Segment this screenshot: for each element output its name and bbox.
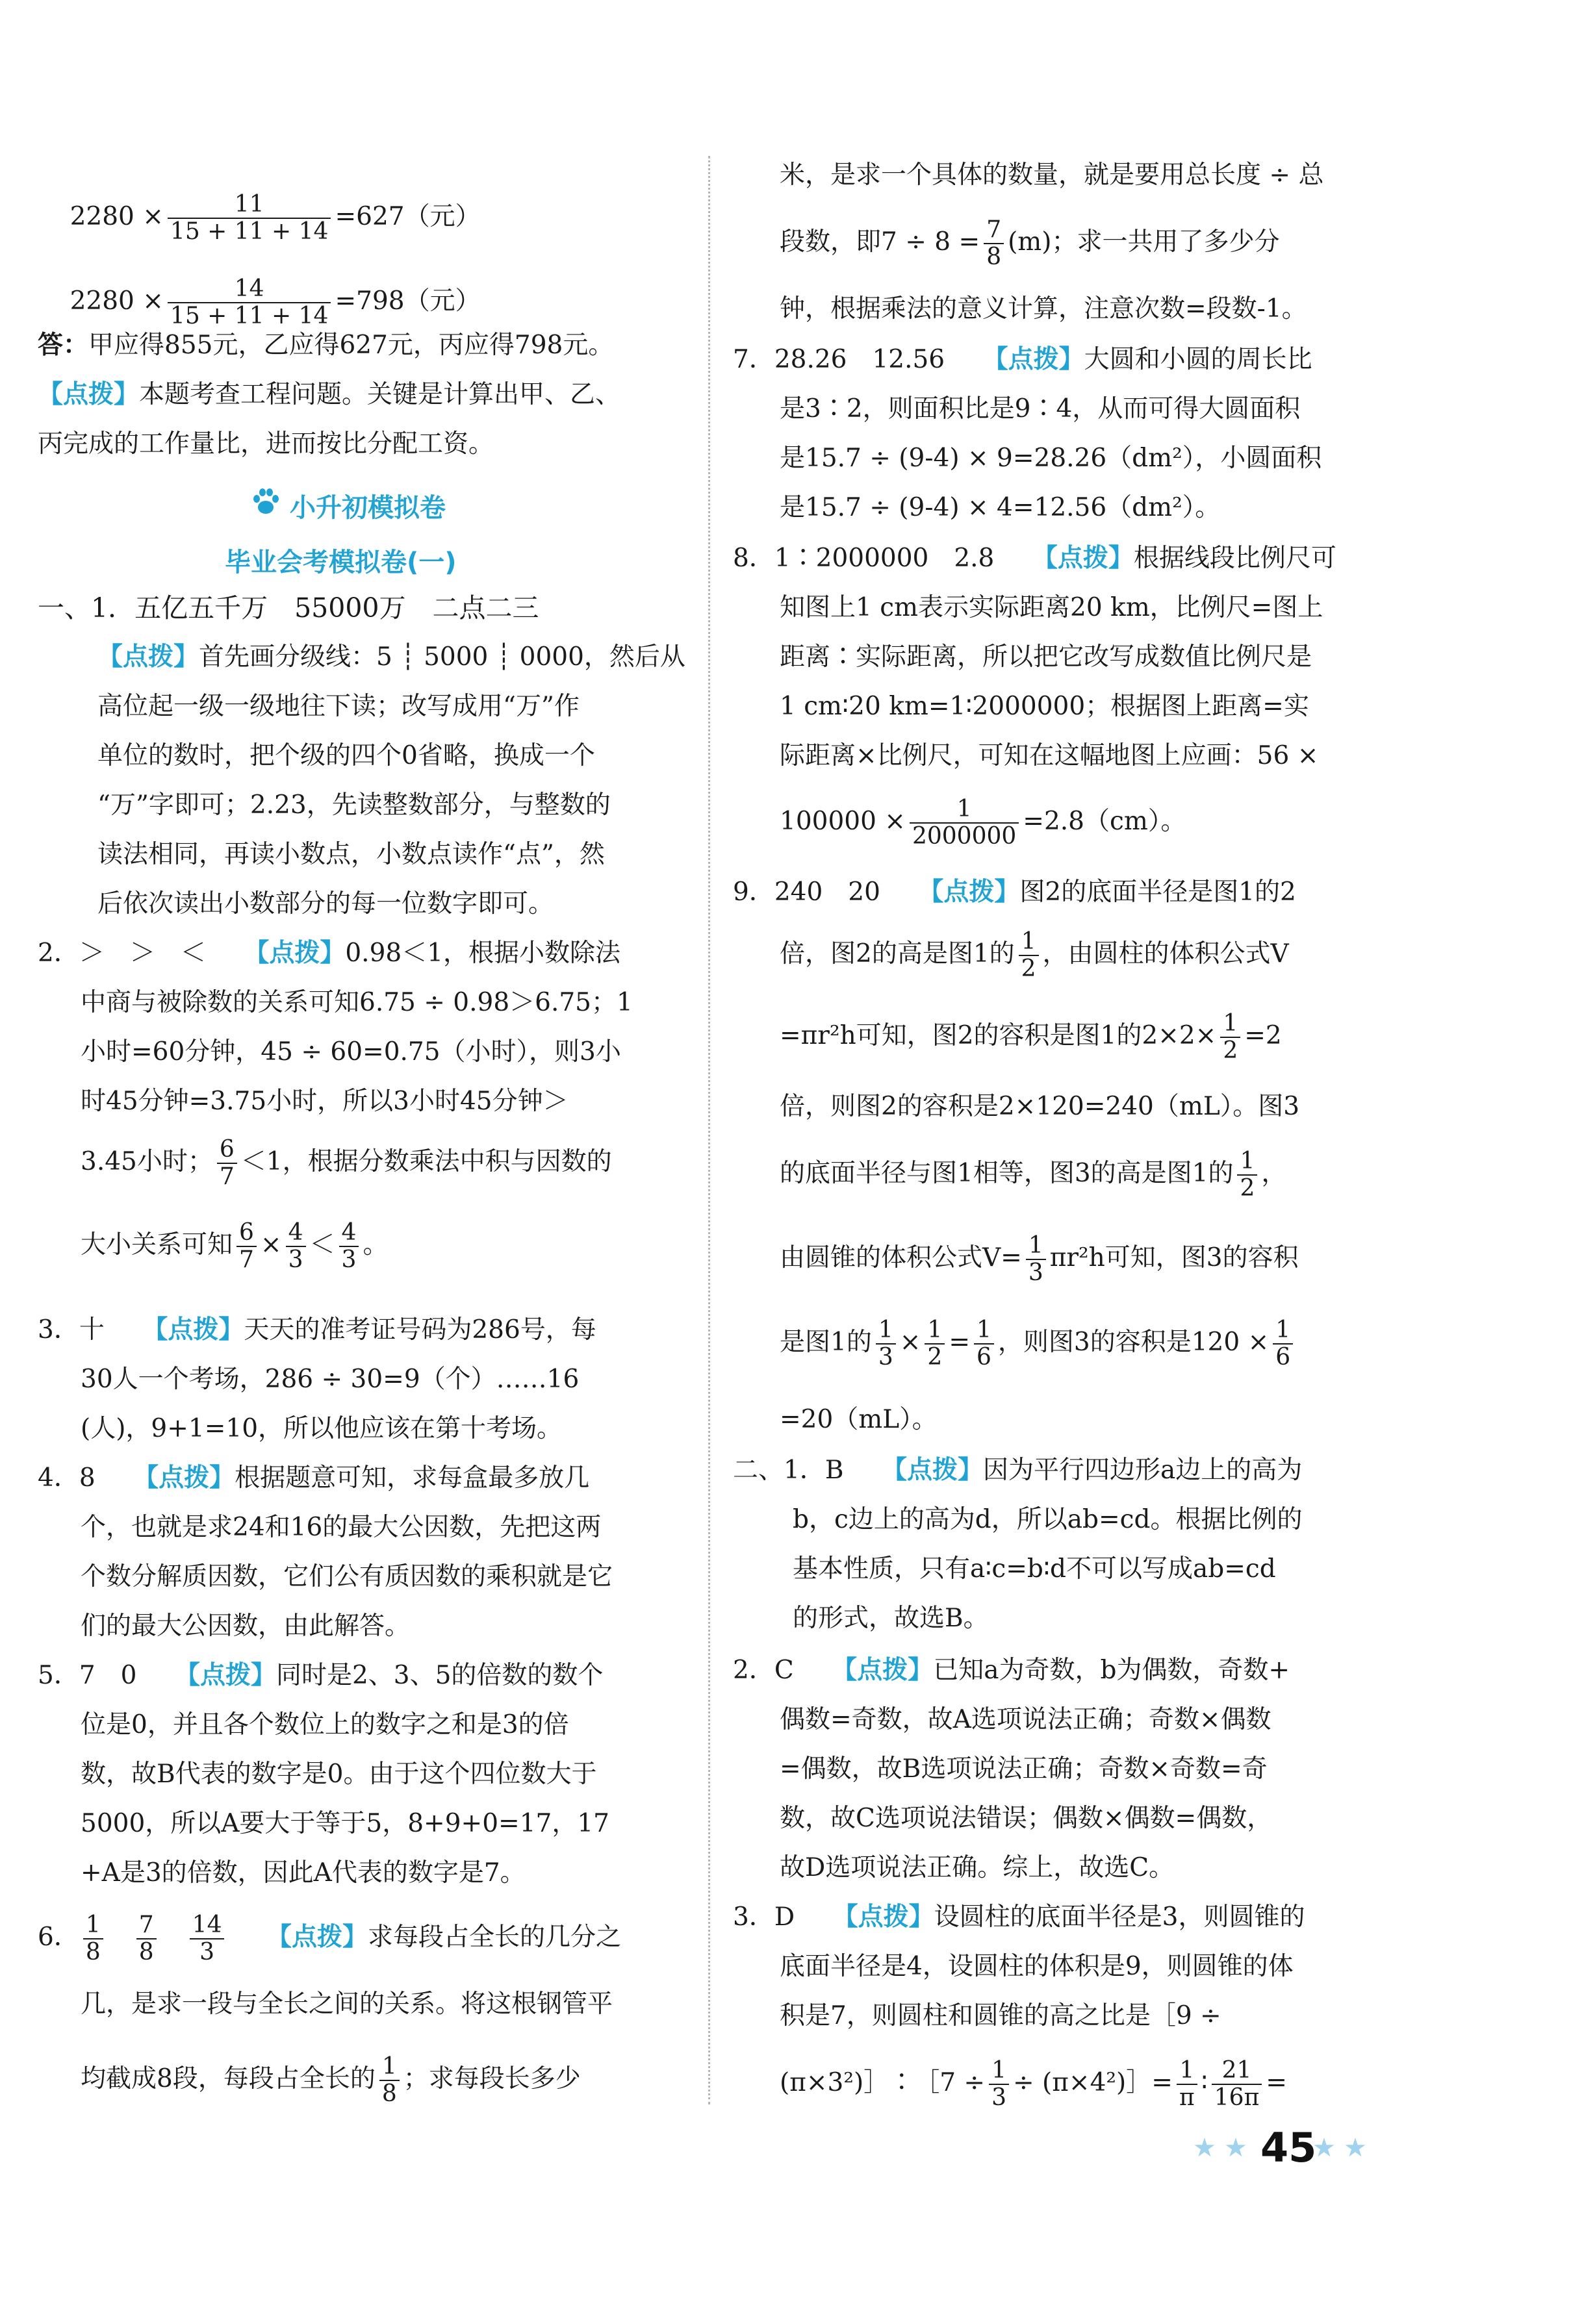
operator: ＜ <box>309 1230 335 1259</box>
fraction-numerator: 1 <box>910 798 1019 824</box>
part2-q2-answer: 2．C <box>733 1656 794 1685</box>
fraction-denominator: 7 <box>219 1163 235 1190</box>
fraction-denominator: 2000000 <box>912 823 1017 850</box>
fraction-numerator: 14 <box>168 277 331 303</box>
tip-text: 积是7，则圆柱和圆锥的高之比是［9 ÷ <box>780 2001 1221 2030</box>
fraction-denominator: 2 <box>1021 955 1036 982</box>
tip-text: =πr²h可知，图2的容积是图1的2×2× <box>780 1021 1217 1050</box>
fraction <box>339 1221 359 1272</box>
tip-text: 偶数=奇数，故A选项说法正确；奇数×偶数 <box>780 1705 1271 1734</box>
fraction <box>136 1914 157 1964</box>
tip-text: 个数分解质因数，它们公有质因数的乘积就是它 <box>81 1562 613 1591</box>
q9-line6 <box>780 1234 1299 1285</box>
tip-text: 大小关系可知 <box>81 1230 233 1259</box>
tip-text: 0.98＜1，根据小数除法 <box>345 939 621 968</box>
tip-text: 100000 × <box>780 807 906 836</box>
fraction-denominator: 3 <box>288 1246 303 1273</box>
tip-label: 【点拨】 <box>844 1656 934 1685</box>
q9-line2 <box>780 930 1289 981</box>
fraction <box>236 1221 257 1272</box>
fraction <box>286 1221 306 1272</box>
tip-text: =2.8（cm）。 <box>1023 807 1186 836</box>
answer-label: 答： <box>38 330 89 360</box>
tip-text: 钟，根据乘法的意义计算，注意次数=段数-1。 <box>780 294 1307 323</box>
tip-1 <box>38 382 620 407</box>
tip-text: 的形式，故选B。 <box>793 1604 989 1633</box>
question-3-answer: 3．十 <box>38 1315 105 1345</box>
tip-text: 丙完成的工作量比，进而按比分配工资。 <box>38 429 494 459</box>
fraction-numerator: 1 <box>1026 1234 1046 1260</box>
fraction-numerator: 1 <box>1019 930 1039 956</box>
fraction-numerator: 1 <box>379 2055 400 2081</box>
fraction <box>910 798 1019 848</box>
question-2-answer: 2．＞ ＞ ＜ <box>38 939 206 968</box>
tip-label: 【点拨】 <box>995 345 1084 374</box>
tip-text: “万”字即可；2.23，先读整数部分，与整数的 <box>97 790 611 820</box>
tip-text: 求每段占全长的几分之 <box>368 1923 622 1952</box>
tip-label: 【点拨】 <box>256 939 346 968</box>
operator: × <box>899 1328 921 1357</box>
answer-text: 甲应得855元，乙应得627元，丙应得798元。 <box>88 331 614 360</box>
fraction-numerator: 1 <box>974 1319 994 1345</box>
fraction-denominator: 6 <box>977 1344 991 1370</box>
fraction-numerator: 1 <box>876 1319 896 1345</box>
tip-label: 【点拨】 <box>930 878 1020 907</box>
tip-text: 个，也就是求24和16的最大公因数，先把这两 <box>81 1513 602 1542</box>
tip-text: 底面半径是4，设圆柱的体积是9，则圆锥的体 <box>780 1952 1294 1981</box>
star-icon: ★ <box>1312 2133 1336 2163</box>
tip-text: 5000，所以A要大于等于5，8+9+0=17，17 <box>81 1809 609 1838</box>
fraction-denominator: 3 <box>991 2084 1006 2111</box>
fraction <box>925 1319 945 1369</box>
tip-text: 因为平行四边形a边上的高为 <box>983 1456 1303 1485</box>
tip-text: 首先画分级线：5 ┊ 5000 ┊ 0000，然后从 <box>199 642 685 672</box>
exam-title: 毕业会考模拟卷(一) <box>225 548 457 577</box>
question-2 <box>38 941 620 966</box>
part2-q3-answer: 3．D <box>733 1902 795 1932</box>
fraction <box>1026 1234 1046 1285</box>
tip-text: 单位的数时，把个级的四个0省略，换成一个 <box>97 741 595 770</box>
fraction-denominator: 2 <box>927 1344 943 1370</box>
tip-text: 是15.7 ÷ (9-4) × 9=28.26（dm²），小圆面积 <box>780 444 1322 473</box>
question-4 <box>38 1465 589 1491</box>
fraction <box>1212 2059 1262 2110</box>
tip-text: +A是3的倍数，因此A代表的数字是7。 <box>81 1858 526 1888</box>
punctuation: 。 <box>363 1230 389 1259</box>
fraction-numerator: 1 <box>1177 2059 1197 2085</box>
tip-text: 是图1的 <box>780 1328 872 1357</box>
operator: = <box>1266 2068 1287 2097</box>
tip-text: 均截成8段，每段占全长的 <box>81 2064 376 2093</box>
question-8-answer: 8．1∶2000000 2.8 <box>733 544 995 573</box>
tip-text: 倍，则图2的容积是2×120=240（mL）。图3 <box>780 1092 1300 1121</box>
question-4-answer: 4．8 <box>38 1463 96 1493</box>
tip-text: 3.45小时； <box>81 1147 213 1176</box>
fraction-denominator: 2 <box>1223 1037 1238 1064</box>
tip-text: 距离∶实际距离，所以把它改写成数值比例尺是 <box>780 642 1312 672</box>
tip-text: =偶数，故B选项说法正确；奇数×奇数=奇 <box>780 1754 1268 1784</box>
fraction <box>1237 1150 1257 1200</box>
fraction-numerator: 1 <box>1220 1012 1240 1038</box>
tip-text: 段数，即7 ÷ 8 = <box>780 227 980 257</box>
question-8 <box>733 546 1336 571</box>
fraction-denominator: 16π <box>1214 2084 1260 2111</box>
fraction <box>379 2055 400 2106</box>
tip-text: 米，是求一个具体的数量，就是要用总长度 ÷ 总 <box>780 160 1324 190</box>
part2-question-3 <box>733 1904 1305 1930</box>
star-icon: ★ <box>1193 2133 1216 2163</box>
tip-label: 【点拨】 <box>187 1661 276 1690</box>
tip-text: πr²h可知，图3的容积 <box>1049 1243 1299 1272</box>
tip-text: b，c边上的高为d，所以ab=cd。根据比例的 <box>793 1505 1303 1534</box>
fraction-numerator: 14 <box>190 1914 225 1939</box>
q1-tip <box>97 644 685 670</box>
fraction-denominator: 8 <box>138 1939 154 1965</box>
fraction <box>989 2059 1009 2110</box>
eq1-prefix: 2280 × <box>70 202 164 231</box>
operator: × <box>260 1230 282 1259</box>
tip-text: 知图上1 cm表示实际距离20 km，比例尺=图上 <box>780 593 1323 622</box>
question-9 <box>733 879 1296 905</box>
fraction-numerator: 4 <box>286 1221 306 1247</box>
question-6-label: 6． <box>38 1923 79 1952</box>
fraction <box>1220 1012 1240 1063</box>
fraction-denominator: 6 <box>1275 1344 1291 1370</box>
fraction <box>1019 930 1039 981</box>
tip-text: ＜1，根据分数乘法中积与因数的 <box>240 1147 612 1176</box>
tip-text: 时45分钟=3.75小时，所以3小时45分钟＞ <box>81 1087 568 1116</box>
tip-label: 【点拨】 <box>279 1923 368 1952</box>
fraction-numerator: 7 <box>984 218 1004 244</box>
q2-line6 <box>81 1221 388 1272</box>
fraction-numerator: 11 <box>168 193 331 219</box>
fraction-denominator: 15 + 11 + 14 <box>170 218 329 245</box>
question-9-answer: 9．240 20 <box>733 878 880 907</box>
fraction <box>190 1914 225 1964</box>
question-1-answer: 一、1．五亿五千万 55000万 二点二三 <box>38 592 539 624</box>
fraction-numerator: 6 <box>217 1138 237 1164</box>
fraction-denominator: 2 <box>1240 1175 1255 1202</box>
tip-text: 根据题意可知，求每盒最多放几 <box>235 1463 590 1493</box>
q2-line5 <box>81 1138 612 1189</box>
tip-text: 已知a为奇数，b为偶数，奇数+ <box>933 1656 1290 1685</box>
tip-text: 位是0，并且各个数位上的数字之和是3的倍 <box>81 1710 569 1739</box>
fraction-denominator: π <box>1179 2084 1195 2111</box>
tip-text: 高位起一级一级地往下读；改写成用“万”作 <box>97 692 580 721</box>
tip-text: (人)，9+1=10，所以他应该在第十考场。 <box>81 1414 563 1443</box>
question-5-answer: 5．7 0 <box>38 1661 137 1690</box>
q9-line3 <box>780 1012 1282 1063</box>
tip-text: ÷ (π×4²)］= <box>1012 2068 1173 2097</box>
q9-line7 <box>780 1319 1297 1369</box>
fraction <box>168 193 331 244</box>
tip-label: 【点拨】 <box>1045 544 1134 573</box>
fraction <box>217 1138 237 1189</box>
tip-text: 几，是求一段与全长之间的关系。将这根钢管平 <box>81 1989 613 2019</box>
tip-text: 大圆和小圆的周长比 <box>1084 345 1312 374</box>
question-5 <box>38 1663 603 1688</box>
tip-text: 们的最大公因数，由此解答。 <box>81 1611 411 1641</box>
eq1-result: =627（元） <box>335 202 481 231</box>
fraction-numerator: 1 <box>83 1914 103 1939</box>
fraction <box>974 1319 994 1369</box>
tip-text: =2 <box>1244 1021 1282 1050</box>
fraction-denominator: 3 <box>341 1246 357 1273</box>
fraction-numerator: 1 <box>925 1319 945 1345</box>
tip-text: ，则图3的容积是120 × <box>997 1328 1270 1357</box>
page-number: 45 <box>1260 2124 1317 2171</box>
tip-text: 的底面半径与图1相等，图3的高是图1的 <box>780 1159 1234 1188</box>
operator: ∶ <box>1201 2068 1208 2097</box>
tip-text: ；求每段长多少 <box>403 2064 581 2093</box>
tip-text: 后依次读出小数部分的每一位数字即可。 <box>97 889 554 918</box>
fraction-numerator: 4 <box>339 1221 359 1247</box>
tip-label: 【点拨】 <box>845 1902 934 1932</box>
eq2-result: =798（元） <box>335 286 481 316</box>
question-7 <box>733 347 1312 372</box>
part2-question-2 <box>733 1658 1290 1683</box>
part2-question-1 <box>733 1458 1302 1483</box>
q8-line6 <box>780 798 1186 848</box>
tip-text: (π×3²)］∶［7 ÷ <box>780 2068 986 2097</box>
tip-text: 天天的准考证号码为286号，每 <box>244 1315 596 1345</box>
tip-text: 读法相同，再读小数点，小数点读作“点”，然 <box>97 840 605 869</box>
tip-text: =20（mL）。 <box>780 1405 938 1434</box>
tip-text: 由圆锥的体积公式V= <box>780 1243 1022 1272</box>
q6-line3 <box>81 2055 581 2106</box>
question-6 <box>38 1914 621 1964</box>
fraction-numerator: 1 <box>1237 1150 1257 1176</box>
tip-label: 【点拨】 <box>146 1463 235 1493</box>
question-7-answer: 7．28.26 12.56 <box>733 345 945 374</box>
tip-label: 【点拨】 <box>155 1315 244 1345</box>
fraction-denominator: 7 <box>239 1246 254 1273</box>
answer-line <box>38 330 614 360</box>
tip-text: ，由圆柱的体积公式V <box>1042 939 1289 968</box>
fraction-numerator: 6 <box>236 1221 257 1247</box>
fraction-denominator: 3 <box>199 1939 215 1965</box>
section-title: 小升初模拟卷 <box>290 493 446 523</box>
eq2-prefix: 2280 × <box>70 286 164 316</box>
tip-text: 际距离×比例尺，可知在这幅地图上应画：56 × <box>780 741 1319 770</box>
star-icon: ★ <box>1224 2133 1247 2163</box>
star-icon: ★ <box>1344 2133 1367 2163</box>
paw-icon <box>251 487 281 516</box>
column-divider <box>708 156 710 2104</box>
tip-text: 中商与被除数的关系可知6.75 ÷ 0.98＞6.75；1 <box>81 988 633 1017</box>
question-3 <box>38 1317 596 1343</box>
tip-text: 基本性质，只有a∶c=b∶d不可以写成ab=cd <box>793 1554 1276 1584</box>
fraction-denominator: 8 <box>986 244 1002 270</box>
tip-text: 小时=60分钟，45 ÷ 60=0.75（小时），则3小 <box>81 1037 621 1067</box>
punctuation: ， <box>1261 1159 1287 1188</box>
fraction-numerator: 1 <box>989 2059 1009 2085</box>
fraction-denominator: 3 <box>1028 1259 1043 1286</box>
tip-text: 数，故B代表的数字是0。由于这个四位数大于 <box>81 1760 597 1789</box>
fraction-numerator: 1 <box>1273 1319 1293 1345</box>
tip-label: 【点拨】 <box>38 380 140 409</box>
r-line2 <box>780 218 1280 269</box>
fraction-numerator: 21 <box>1212 2059 1262 2085</box>
tip-text: 30人一个考场，286 ÷ 30=9（个）……16 <box>81 1365 580 1394</box>
fraction <box>984 218 1004 269</box>
tip-label: 【点拨】 <box>894 1456 984 1485</box>
p2q3-line4 <box>780 2059 1287 2110</box>
tip-text: 1 cm∶20 km=1∶2000000；根据图上距离=实 <box>780 692 1309 721</box>
fraction-denominator: 8 <box>85 1939 101 1965</box>
tip-text: 设圆柱的底面半径是3，则圆锥的 <box>934 1902 1305 1932</box>
tip-text: 倍，图2的高是图1的 <box>780 939 1015 968</box>
fraction <box>168 277 331 328</box>
fraction-denominator: 3 <box>878 1344 893 1370</box>
fraction-denominator: 8 <box>381 2080 397 2107</box>
fraction-denominator: 15 + 11 + 14 <box>170 303 329 329</box>
tip-text: 数，故C选项说法错误；偶数×偶数=偶数， <box>780 1804 1273 1833</box>
tip-text: 图2的底面半径是图1的2 <box>1019 878 1296 907</box>
fraction <box>1177 2059 1197 2110</box>
q9-line5 <box>780 1150 1286 1200</box>
tip-text: 故D选项说法正确。综上，故选C。 <box>780 1853 1175 1882</box>
fraction <box>1273 1319 1293 1369</box>
tip-text: 本题考查工程问题。关键是计算出甲、乙、 <box>139 380 621 409</box>
operator: = <box>949 1328 971 1357</box>
fraction <box>876 1319 896 1369</box>
fraction-numerator: 7 <box>136 1914 157 1939</box>
tip-text: 同时是2、3、5的倍数的数个 <box>275 1661 604 1690</box>
tip-text: 是15.7 ÷ (9-4) × 4=12.56（dm²）。 <box>780 493 1221 522</box>
part2-q1-answer: 二、1．B <box>733 1456 844 1485</box>
tip-label: 【点拨】 <box>97 642 199 672</box>
tip-text: 根据线段比例尺可 <box>1133 544 1336 573</box>
tip-text: 是3∶2，则面积比是9∶4，从而可得大圆面积 <box>780 394 1301 423</box>
tip-text: (m)；求一共用了多少分 <box>1008 227 1280 257</box>
fraction <box>83 1914 103 1964</box>
